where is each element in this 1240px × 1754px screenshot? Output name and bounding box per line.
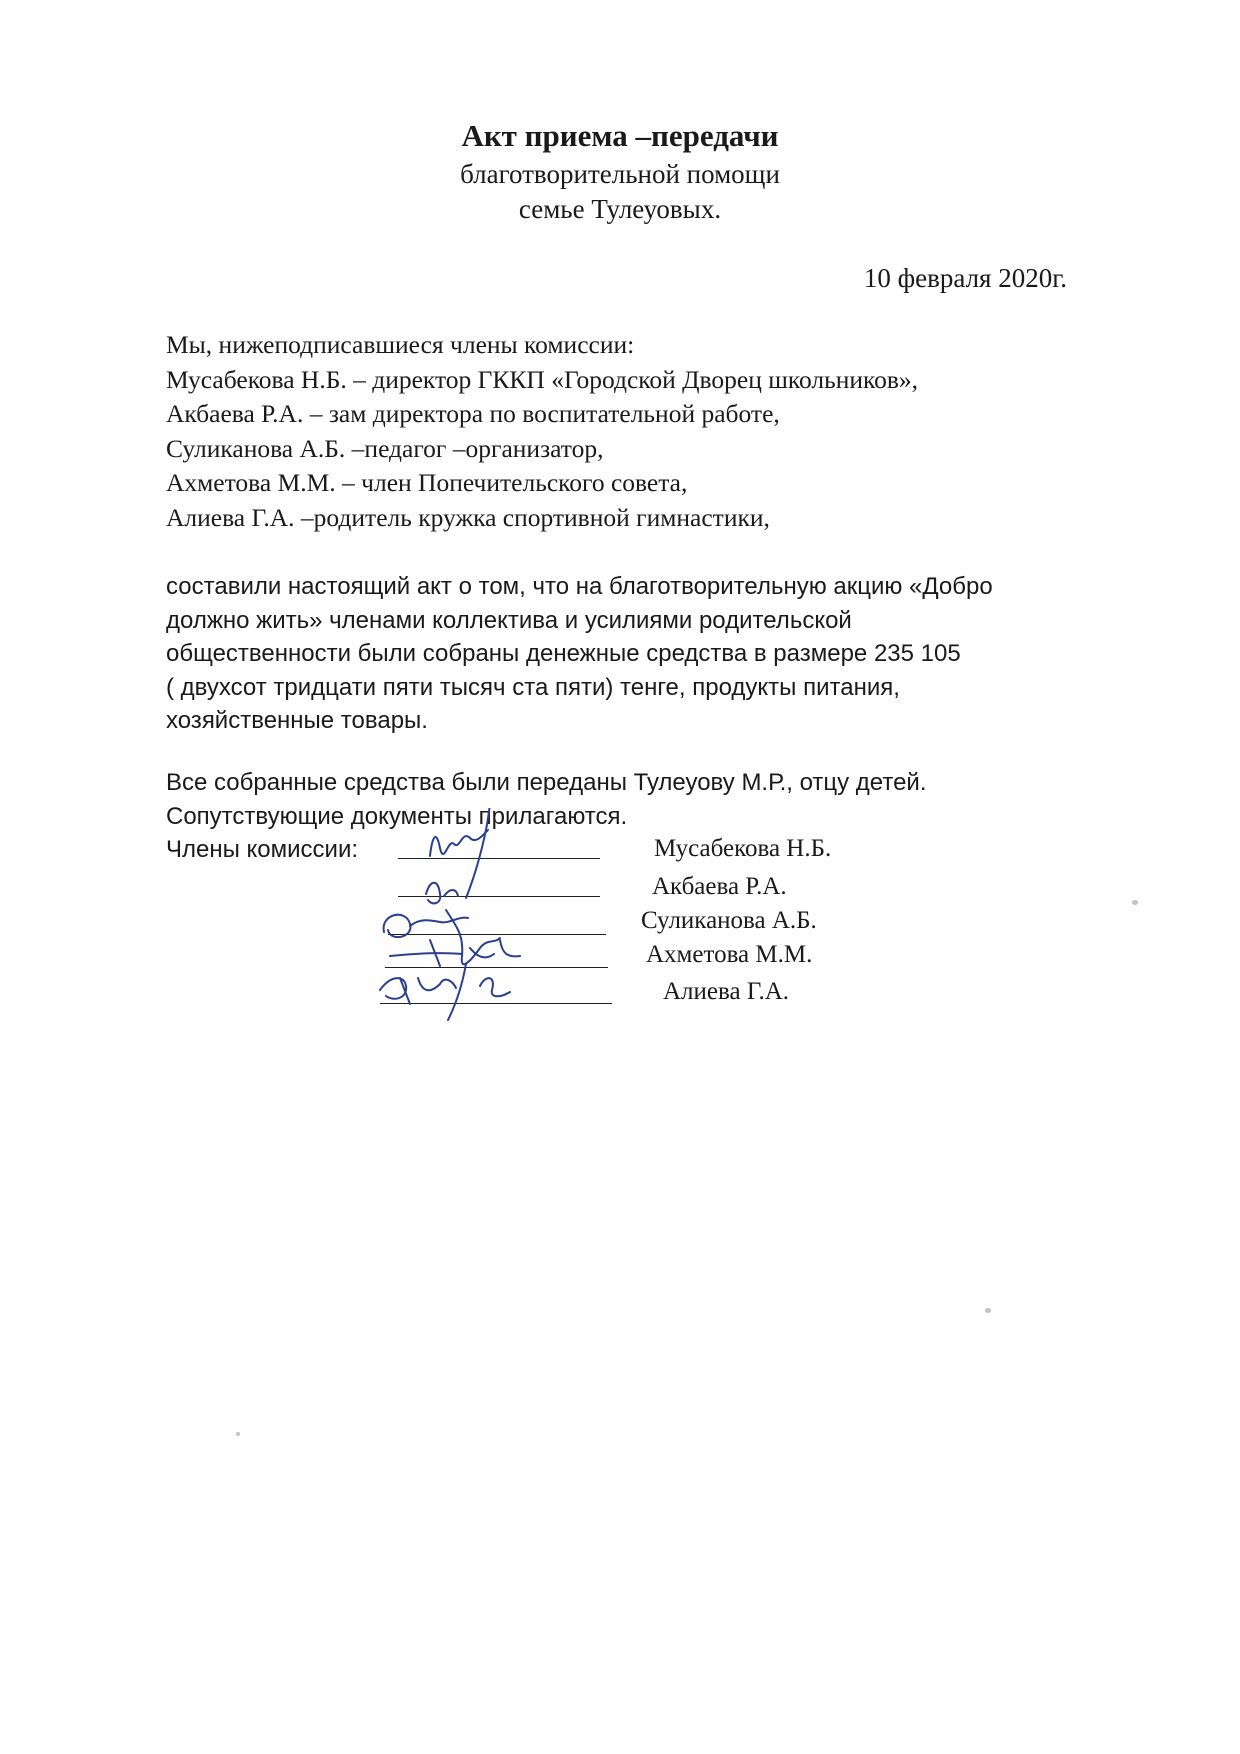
signature-line: [385, 967, 608, 968]
signature-stroke: [380, 978, 456, 1004]
paragraph-line: Все собранные средства были переданы Тулеуову М.Р., отцу детей.: [166, 769, 927, 796]
paragraph-line: Сопутствующие документы прилагаются.: [166, 802, 628, 830]
scan-speck: [236, 1432, 240, 1436]
signature-line: [398, 858, 600, 859]
paragraph-line: должно жить» членами коллектива и усилиями родительской: [166, 606, 852, 634]
paragraph-line: ( двухсот тридцати пяти тысяч ста пяти) тенге, продукты питания,: [166, 673, 900, 701]
document-date: 10 февраля 2020г.: [863, 263, 1067, 293]
members-intro: Мы, нижеподписавшиеся члены комиссии:: [166, 330, 635, 359]
member-line: Суликанова А.Б. –педагог –организатор,: [166, 433, 604, 463]
signature-stroke: [426, 883, 458, 904]
member-line: Алиева Г.А. –родитель кружка спортивной гимнастики,: [166, 502, 770, 532]
signature-stroke: [448, 964, 466, 1020]
signature-stroke: [446, 910, 500, 964]
collection-paragraph: [166, 570, 993, 738]
signatory-name: Алиева Г.А.: [663, 978, 790, 1005]
handwritten-signatures: [370, 808, 660, 1028]
signatory-name: Акбаева Р.А.: [652, 873, 787, 900]
document-subtitle-line1: благотворительной помощи: [460, 159, 780, 189]
signatory-name: Суликанова А.Б.: [641, 907, 817, 934]
transfer-paragraph: [166, 766, 927, 833]
paragraph-line: составили настоящий акт о том, что на благотворительную акцию «Добро: [166, 573, 993, 600]
commission-members-block: [166, 328, 918, 535]
member-line: Акбаева Р.А. – зам директора по воспитательной работе,: [166, 399, 780, 428]
document-title: Акт приема –передачи: [461, 118, 779, 153]
paragraph-line: общественности были собраны денежные средства в размере 235 105: [166, 640, 961, 667]
signature-stroke: [430, 830, 488, 856]
signatory-name: Мусабекова Н.Б.: [654, 835, 832, 862]
member-line: Мусабекова Н.Б. – директор ГККП «Городской Дворец школьников»,: [166, 364, 919, 394]
document-subtitle-line2: семье Тулеуовых.: [518, 194, 722, 224]
signatures-label: Члены комиссии:: [166, 836, 359, 863]
signature-stroke: [480, 978, 510, 996]
paragraph-line: хозяйственные товары.: [166, 707, 428, 734]
signature-line: [398, 896, 600, 897]
scan-speck: [985, 1308, 991, 1313]
signature-stroke: [390, 940, 520, 966]
signature-line: [388, 934, 606, 935]
signatory-name: Ахметова М.М.: [646, 941, 813, 968]
member-line: Ахметова М.М. – член Попечительского совета,: [166, 468, 688, 497]
scan-speck: [1132, 900, 1138, 905]
signature-line: [380, 1003, 612, 1004]
